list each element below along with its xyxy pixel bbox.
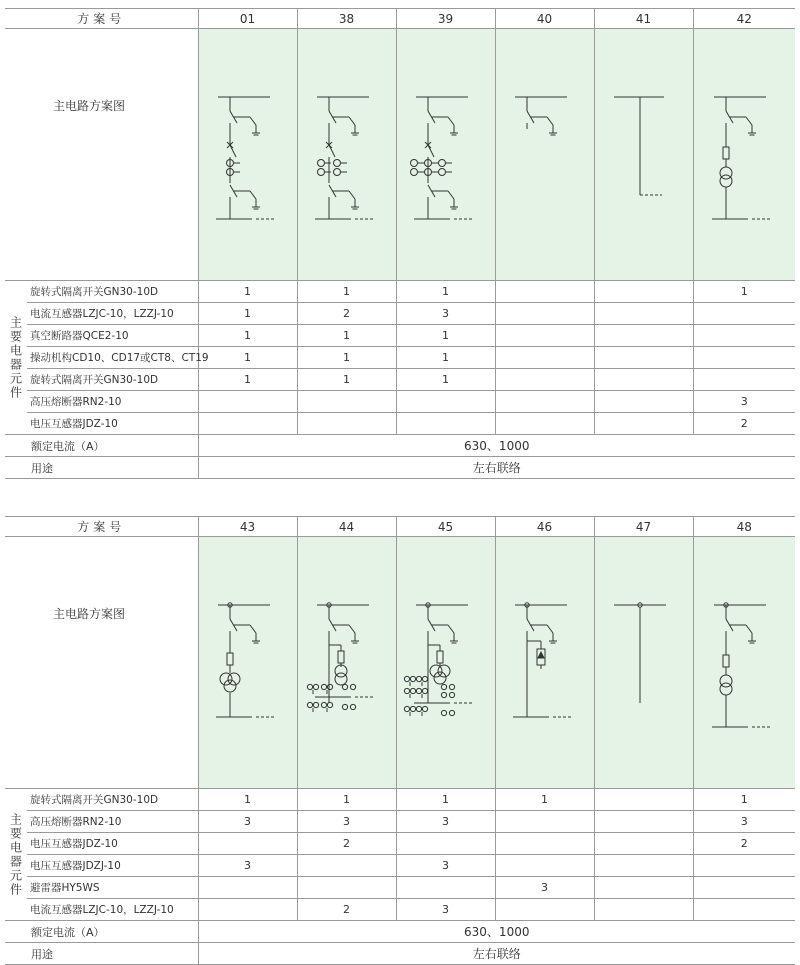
component-quantity: 1 xyxy=(396,369,495,391)
component-quantity xyxy=(693,347,795,369)
component-quantity xyxy=(495,391,594,413)
main-circuit-label: 主电路方案图 xyxy=(5,29,198,281)
component-quantity: 3 xyxy=(495,877,594,899)
component-row xyxy=(5,369,795,391)
component-quantity: 3 xyxy=(396,811,495,833)
component-quantity xyxy=(594,833,693,855)
main-components-label: 主要电器元件 xyxy=(5,789,27,921)
diagram-row xyxy=(5,537,795,789)
usage-row xyxy=(5,457,795,479)
circuit-diagram xyxy=(696,75,792,235)
component-quantity: 1 xyxy=(198,303,297,325)
component-quantity: 3 xyxy=(693,811,795,833)
component-quantity: 1 xyxy=(198,369,297,391)
rated-current-value: 630、1000 xyxy=(198,921,795,943)
scheme-number: 43 xyxy=(198,517,297,537)
component-quantity xyxy=(495,855,594,877)
circuit-diagram xyxy=(596,583,692,743)
circuit-diagram xyxy=(497,75,593,235)
component-quantity: 1 xyxy=(198,347,297,369)
scheme-number-label: 方案号 xyxy=(5,9,198,29)
component-name: 旋转式隔离开关GN30-10D xyxy=(27,789,198,811)
diagram-cell xyxy=(495,29,594,281)
circuit-diagram xyxy=(299,583,395,743)
component-quantity xyxy=(495,281,594,303)
component-row xyxy=(5,303,795,325)
circuit-diagram xyxy=(497,583,593,743)
component-row xyxy=(5,391,795,413)
diagram-cell xyxy=(594,537,693,789)
component-quantity: 1 xyxy=(297,789,396,811)
scheme-table xyxy=(5,516,795,965)
circuit-diagram xyxy=(398,75,494,235)
component-quantity xyxy=(594,391,693,413)
component-quantity xyxy=(594,347,693,369)
component-quantity xyxy=(297,855,396,877)
component-quantity: 1 xyxy=(198,789,297,811)
component-quantity: 1 xyxy=(297,347,396,369)
component-quantity: 2 xyxy=(297,833,396,855)
component-quantity xyxy=(594,281,693,303)
scheme-number: 44 xyxy=(297,517,396,537)
usage-label: 用途 xyxy=(5,457,198,479)
main-circuit-label: 主电路方案图 xyxy=(5,537,198,789)
diagram-cell xyxy=(297,537,396,789)
component-quantity: 3 xyxy=(198,811,297,833)
diagram-cell xyxy=(495,537,594,789)
component-row xyxy=(5,789,795,811)
component-quantity: 1 xyxy=(495,789,594,811)
component-quantity xyxy=(495,811,594,833)
component-quantity: 1 xyxy=(297,369,396,391)
component-quantity xyxy=(198,899,297,921)
rated-current-row xyxy=(5,435,795,457)
diagram-cell xyxy=(594,29,693,281)
component-quantity: 3 xyxy=(396,899,495,921)
component-quantity xyxy=(297,391,396,413)
main-components-label: 主要电器元件 xyxy=(5,281,27,435)
usage-value: 左右联络 xyxy=(198,457,795,479)
scheme-number: 45 xyxy=(396,517,495,537)
component-quantity: 3 xyxy=(693,391,795,413)
component-quantity: 3 xyxy=(396,303,495,325)
component-quantity xyxy=(594,413,693,435)
component-quantity xyxy=(495,347,594,369)
component-quantity xyxy=(297,877,396,899)
scheme-number: 41 xyxy=(594,9,693,29)
component-row xyxy=(5,325,795,347)
component-quantity xyxy=(396,877,495,899)
diagram-cell xyxy=(693,537,795,789)
component-quantity xyxy=(594,303,693,325)
usage-label: 用途 xyxy=(5,943,198,965)
component-row xyxy=(5,855,795,877)
component-quantity xyxy=(495,833,594,855)
diagram-cell xyxy=(297,29,396,281)
component-quantity xyxy=(693,369,795,391)
component-quantity xyxy=(198,413,297,435)
diagram-cell xyxy=(396,29,495,281)
scheme-number: 42 xyxy=(693,9,795,29)
component-name: 电流互感器LZJC-10，LZZJ-10 xyxy=(27,899,198,921)
circuit-diagram xyxy=(200,75,296,235)
component-name: 避雷器HY5WS xyxy=(27,877,198,899)
component-quantity xyxy=(594,789,693,811)
scheme-number: 46 xyxy=(495,517,594,537)
scheme-number: 39 xyxy=(396,9,495,29)
circuit-diagram xyxy=(200,583,296,743)
scheme-number: 48 xyxy=(693,517,795,537)
diagram-cell xyxy=(396,537,495,789)
component-row xyxy=(5,811,795,833)
component-quantity xyxy=(198,877,297,899)
circuit-diagram xyxy=(696,583,792,743)
component-row xyxy=(5,877,795,899)
component-quantity: 2 xyxy=(297,303,396,325)
component-name: 电流互感器LZJC-10，LZZJ-10 xyxy=(27,303,198,325)
component-quantity xyxy=(594,877,693,899)
component-quantity xyxy=(495,369,594,391)
component-row xyxy=(5,281,795,303)
component-quantity xyxy=(594,325,693,347)
component-quantity: 2 xyxy=(693,833,795,855)
rated-current-row xyxy=(5,921,795,943)
component-quantity xyxy=(594,369,693,391)
component-quantity xyxy=(693,325,795,347)
component-quantity xyxy=(198,833,297,855)
component-quantity: 2 xyxy=(693,413,795,435)
component-quantity: 3 xyxy=(297,811,396,833)
scheme-table xyxy=(5,8,795,479)
scheme-number-label: 方案号 xyxy=(5,517,198,537)
rated-current-label: 额定电流（A） xyxy=(5,921,198,943)
component-quantity: 1 xyxy=(396,789,495,811)
header-row xyxy=(5,517,795,537)
component-name: 电压互感器JDZ-10 xyxy=(27,413,198,435)
component-quantity: 1 xyxy=(693,789,795,811)
component-quantity: 1 xyxy=(198,325,297,347)
component-row xyxy=(5,413,795,435)
circuit-diagram xyxy=(299,75,395,235)
circuit-diagram xyxy=(596,75,692,235)
component-quantity xyxy=(396,391,495,413)
component-name: 电压互感器JDZ-10 xyxy=(27,833,198,855)
component-quantity xyxy=(693,877,795,899)
component-name: 电压互感器JDZJ-10 xyxy=(27,855,198,877)
component-quantity xyxy=(693,303,795,325)
component-name: 旋转式隔离开关GN30-10D xyxy=(27,281,198,303)
component-quantity xyxy=(495,303,594,325)
scheme-number: 47 xyxy=(594,517,693,537)
component-row xyxy=(5,899,795,921)
component-quantity: 1 xyxy=(297,325,396,347)
component-row xyxy=(5,833,795,855)
header-row xyxy=(5,9,795,29)
component-quantity: 3 xyxy=(198,855,297,877)
component-quantity: 1 xyxy=(693,281,795,303)
component-quantity: 3 xyxy=(396,855,495,877)
component-name: 高压熔断器RN2-10 xyxy=(27,811,198,833)
component-quantity xyxy=(396,833,495,855)
component-quantity xyxy=(495,413,594,435)
component-name: 旋转式隔离开关GN30-10D xyxy=(27,369,198,391)
circuit-diagram xyxy=(398,583,494,743)
component-quantity: 2 xyxy=(297,899,396,921)
diagram-cell xyxy=(198,29,297,281)
component-name: 真空断路器QCE2-10 xyxy=(27,325,198,347)
component-name: 高压熔断器RN2-10 xyxy=(27,391,198,413)
component-quantity xyxy=(396,413,495,435)
component-quantity xyxy=(495,899,594,921)
component-quantity xyxy=(495,325,594,347)
usage-row xyxy=(5,943,795,965)
component-name: 操动机构CD10、CD17或CT8、CT19 xyxy=(27,347,198,369)
component-quantity xyxy=(297,413,396,435)
component-quantity xyxy=(693,899,795,921)
component-quantity: 1 xyxy=(297,281,396,303)
scheme-number: 40 xyxy=(495,9,594,29)
diagram-cell xyxy=(693,29,795,281)
component-quantity: 1 xyxy=(198,281,297,303)
component-quantity xyxy=(594,811,693,833)
component-quantity: 1 xyxy=(396,325,495,347)
rated-current-value: 630、1000 xyxy=(198,435,795,457)
component-quantity xyxy=(594,899,693,921)
component-quantity xyxy=(198,391,297,413)
scheme-number: 38 xyxy=(297,9,396,29)
component-quantity: 1 xyxy=(396,281,495,303)
component-quantity xyxy=(693,855,795,877)
diagram-row xyxy=(5,29,795,281)
component-row xyxy=(5,347,795,369)
scheme-number: 01 xyxy=(198,9,297,29)
usage-value: 左右联络 xyxy=(198,943,795,965)
diagram-cell xyxy=(198,537,297,789)
component-quantity: 1 xyxy=(396,347,495,369)
rated-current-label: 额定电流（A） xyxy=(5,435,198,457)
component-quantity xyxy=(594,855,693,877)
